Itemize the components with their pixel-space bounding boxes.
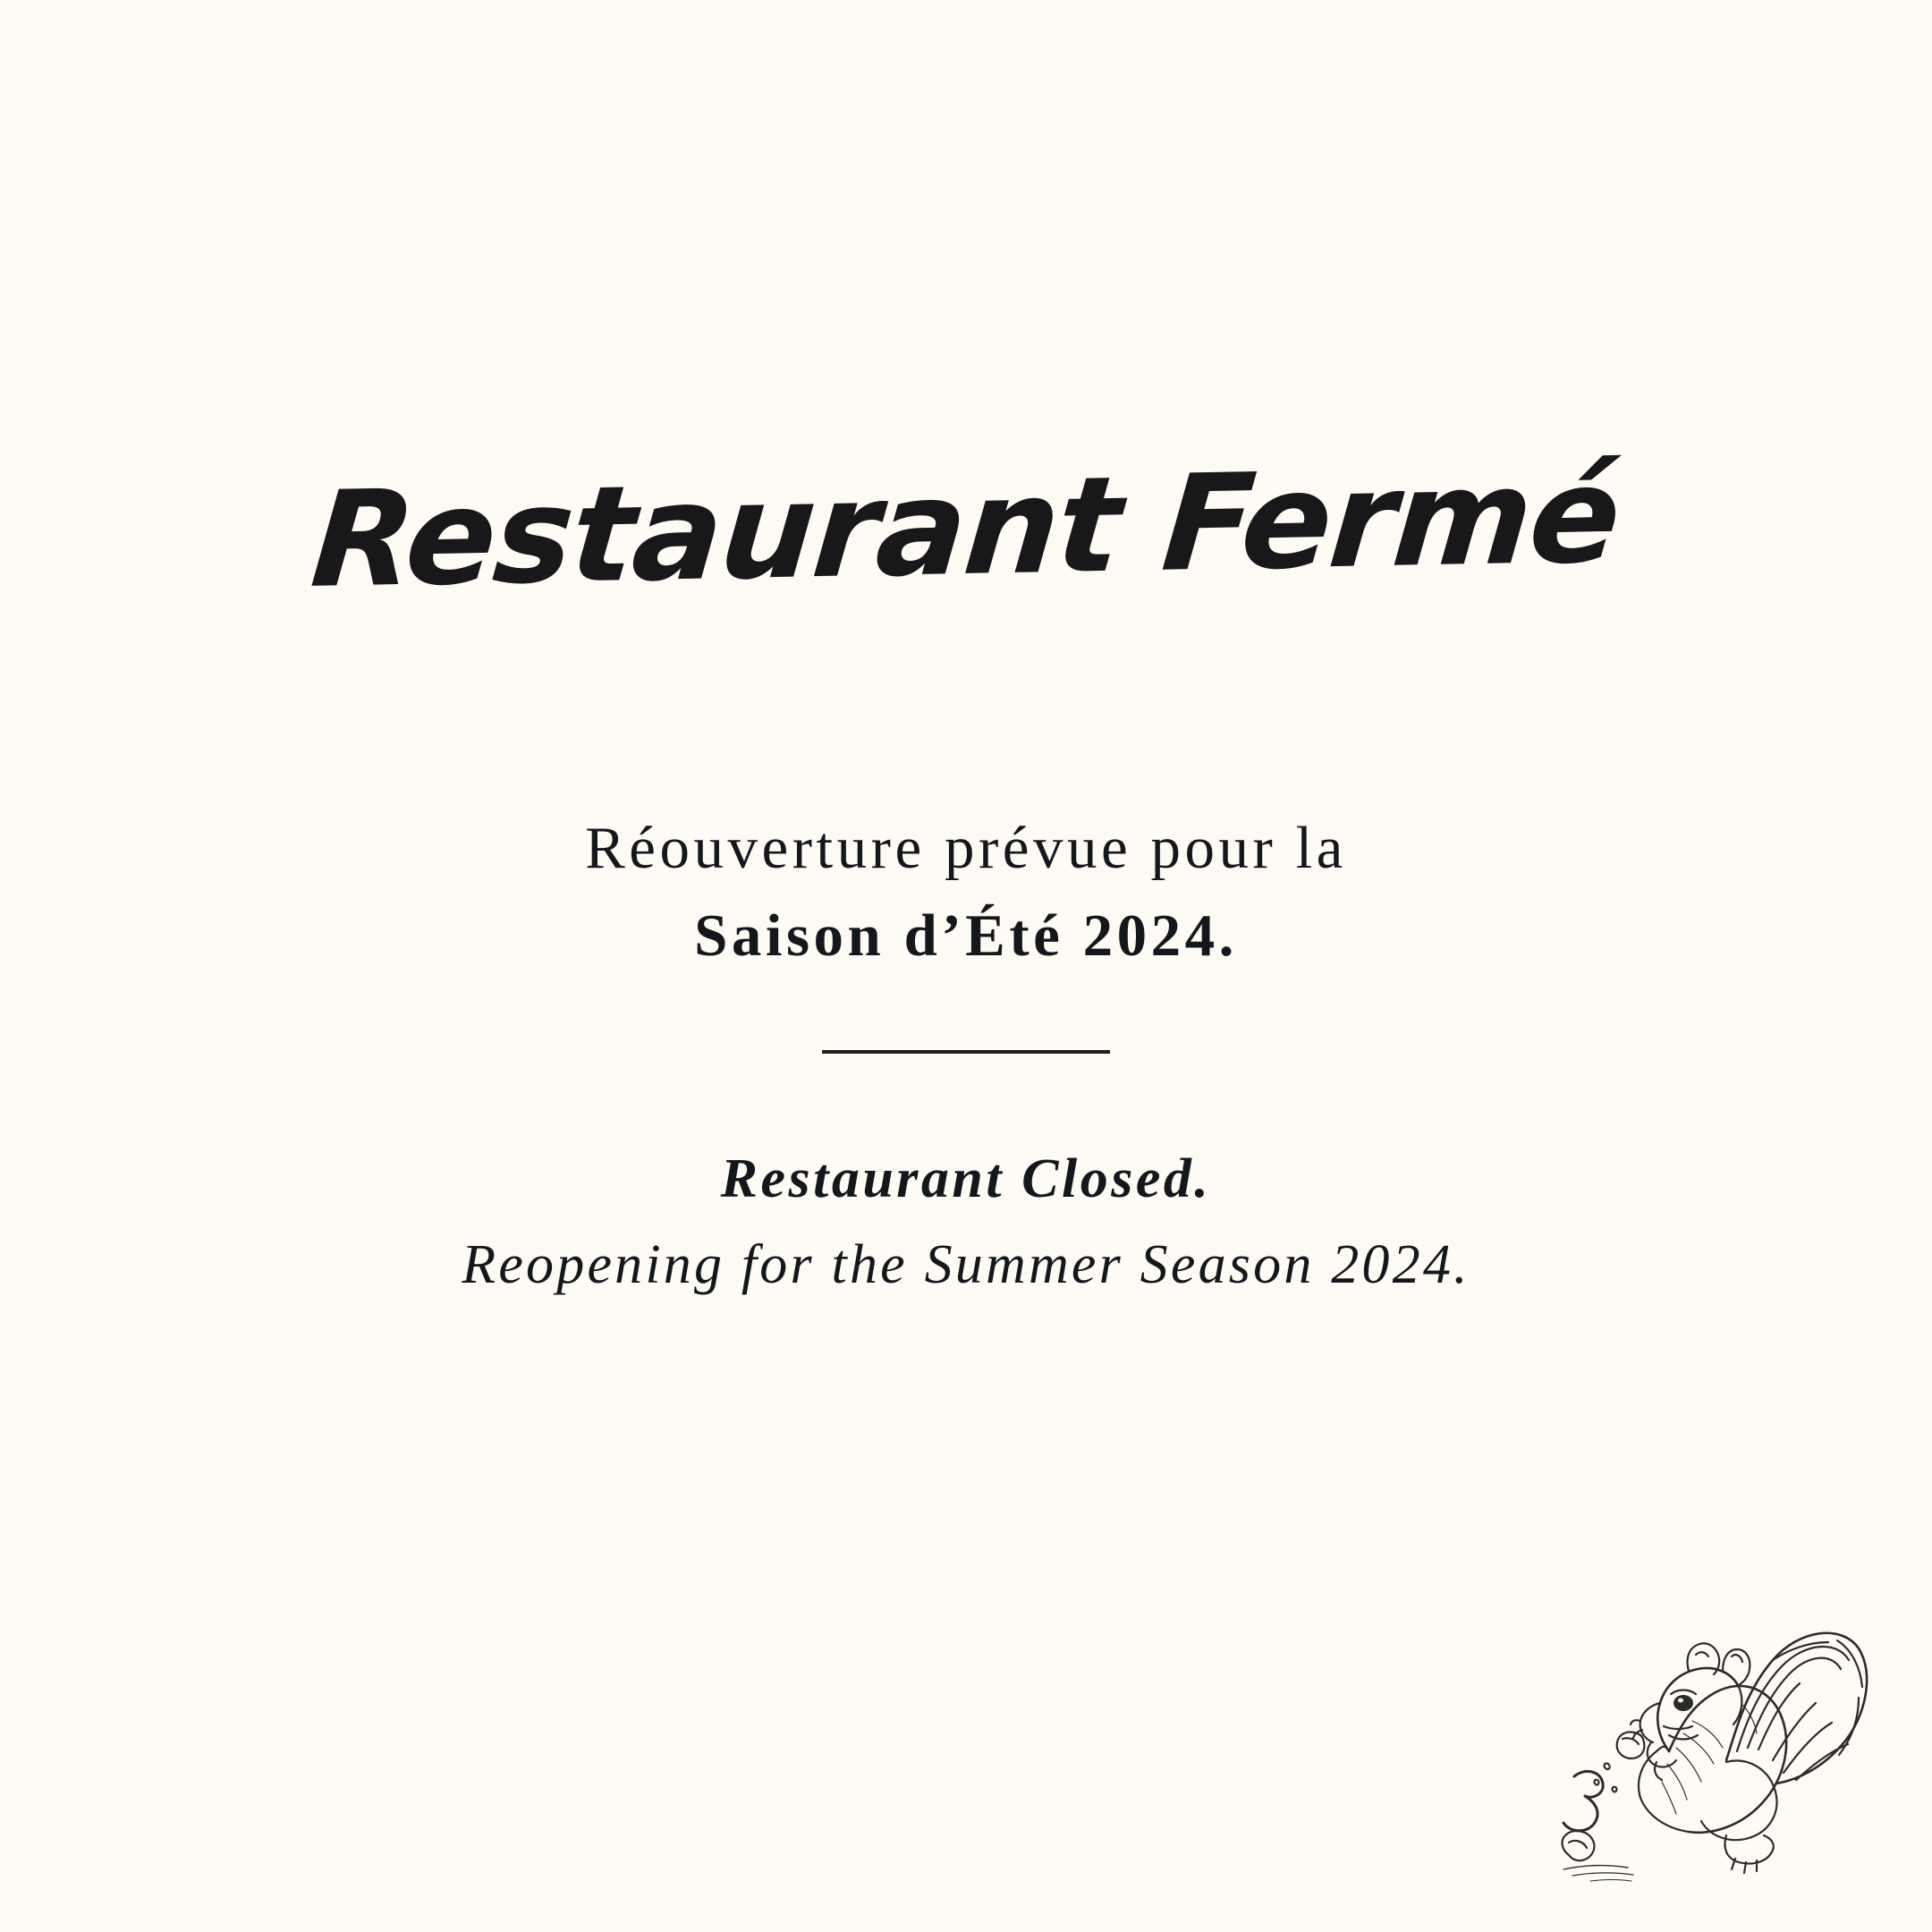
squirrel-icon	[1458, 1465, 1878, 1885]
french-message	[585, 810, 1347, 975]
page-title: Restaurant Fermé	[306, 438, 1626, 617]
french-message-line-1: Réouverture prévue pour la	[585, 815, 1347, 881]
english-message-line-1: Restaurant Closed.	[720, 1148, 1212, 1209]
divider	[822, 1050, 1110, 1054]
french-message-line-2: Saison d’Été 2024.	[694, 902, 1238, 969]
english-message	[462, 1143, 1470, 1301]
english-message-line-2: Reopening for the Summer Season 2024.	[462, 1234, 1470, 1296]
